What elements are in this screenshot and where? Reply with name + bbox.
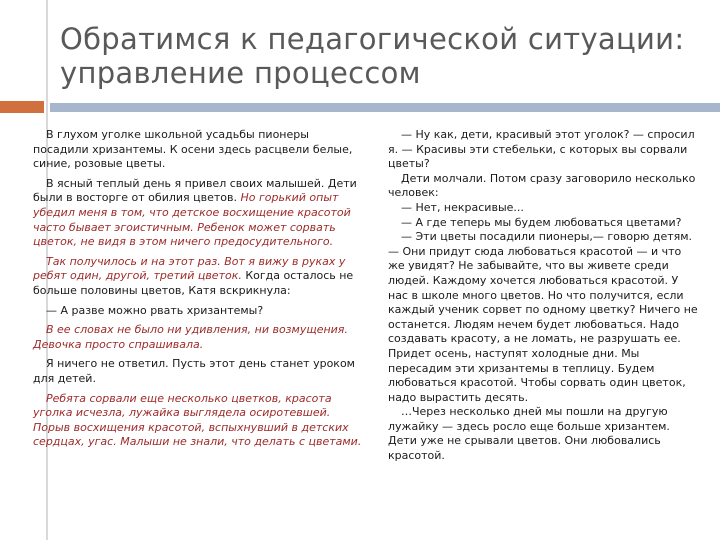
left-paragraph-2	[33, 177, 363, 250]
right-paragraph-6: …Через несколько дней мы пошли на другую лужайку — здесь росло еще больше хризантем. Дети уже не срывали цветов. Они любовались красотой.	[388, 405, 670, 463]
left-text-column	[33, 128, 363, 450]
right-paragraph-3: — Нет, некрасивые...	[401, 200, 524, 214]
left-paragraph-5: В ее словах не было ни удивления, ни возмущения. Девочка просто спрашивала.	[33, 323, 348, 351]
right-paragraph-4: — А где теперь мы будем любоваться цветами?	[401, 215, 682, 229]
left-p2-highlight: Но горький опыт убедил меня в том, что детское восхищение красотой часто бывает эгоистичным. Ребенок может сорвать цветок, не видя в этом ничего предосудительного.	[33, 191, 351, 249]
right-paragraph-5: — Эти цветы посадили пионеры,— говорю детям.— Они придут сюда любоваться красотой — и что же увидят? Не забывайте, что вы живете среди людей. Каждому хочется любоваться красотой. У нас в школе много цветов. Но что получится, если каждый ученик сорвет по одному цветку? Ничего не останется. Людям нечем будет любоваться. Надо создавать красоту, а не ломать, не разрушать ее. Придет осень, наступят холодные дни. Мы пересадим эти хризантемы в теплицу. Будем любоваться красотой. Чтобы сорвать один цветок, надо вырастить десять.	[388, 230, 698, 404]
left-p2-normal: В ясный теплый день я привел своих малышей. Дети были в восторге от обилия цветов.	[33, 176, 357, 205]
right-paragraph-1: — Ну как, дети, красивый этот уголок? — спросил я. — Красивы эти стебельки, с которых вы сорвали цветы?	[388, 128, 695, 171]
title-line-1: Обратимся к педагогической ситуации:	[60, 22, 685, 56]
orange-accent-block	[0, 101, 44, 113]
left-paragraph-1: В глухом уголке школьной усадьбы пионеры посадили хризантемы. К осени здесь расцвели белые, синие, розовые цветы.	[33, 128, 353, 171]
right-text-column	[388, 128, 698, 464]
left-paragraph-7: Ребята сорвали еще несколько цветков, красота уголка исчезла, лужайка выглядела осиротевшей. Порыв восхищения красотой, вспыхнувший в детских сердцах, угас. Малыши не знали, что делать с цветами.	[33, 391, 362, 449]
slide-title	[60, 22, 710, 90]
right-paragraph-2: Дети молчали. Потом сразу заговорило несколько человек:	[388, 171, 696, 200]
left-paragraph-6: Я ничего не ответил. Пусть этот день станет уроком для детей.	[33, 357, 355, 385]
left-paragraph-4: — А разве можно рвать хризантемы?	[46, 303, 264, 317]
left-paragraph-3	[33, 255, 363, 299]
left-p3-highlight: Так получилось и на этот раз. Вот я вижу в руках у ребят один, другой, третий цветок.	[33, 254, 346, 283]
title-line-2: управление процессом	[60, 56, 421, 90]
left-p3-normal: Когда осталось не больше половины цветов, Катя вскрикнула:	[33, 269, 354, 297]
title-underline-bar	[50, 103, 720, 112]
